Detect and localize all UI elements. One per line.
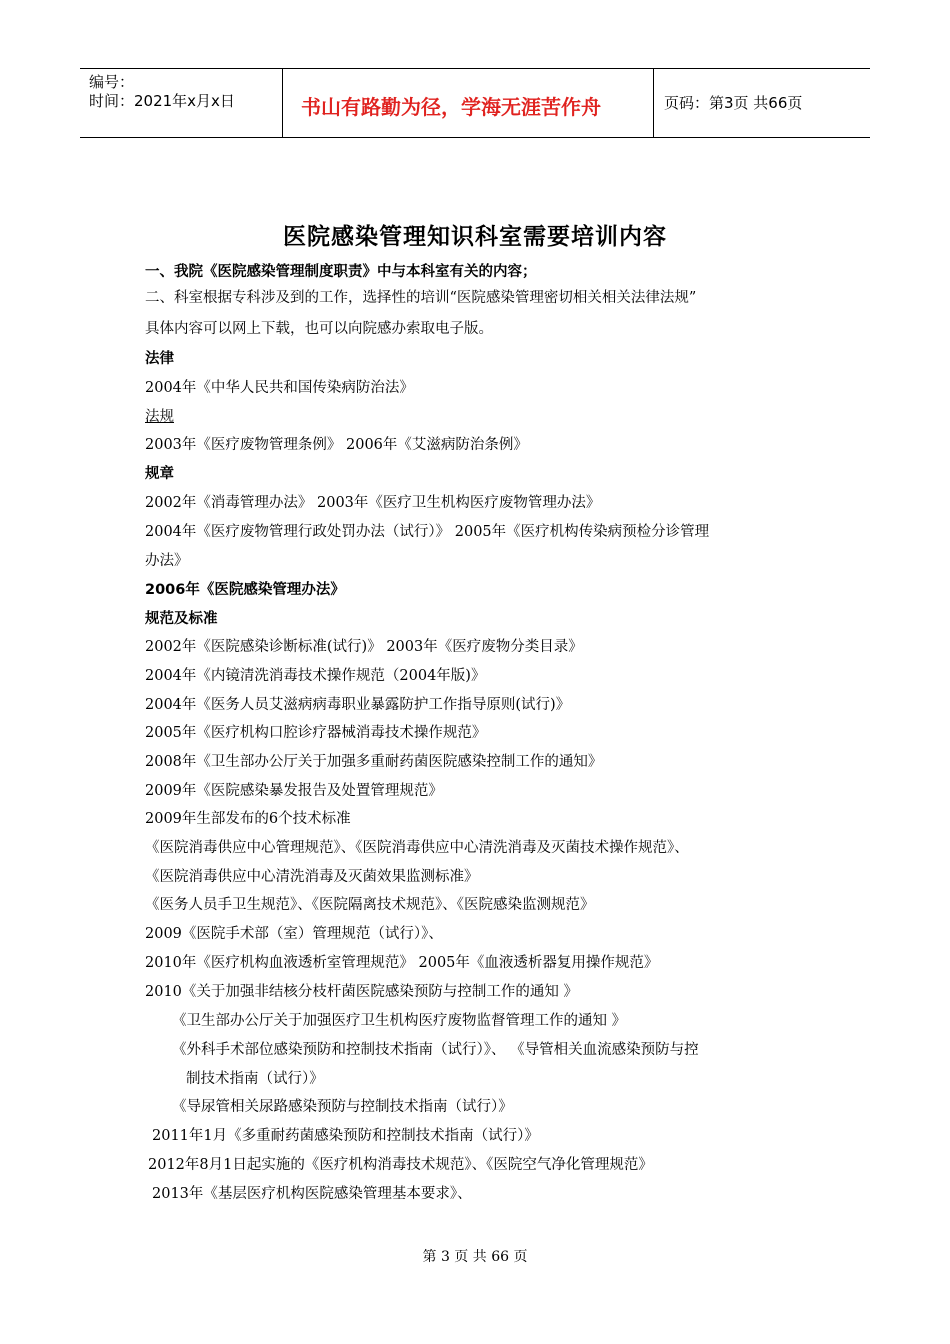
list-item: 2012年8月1日起实施的《医疗机构消毒技术规范》、《医院空气净化管理规范》 (148, 1157, 653, 1173)
section-heading: 一、我院《医院感染管理制度职责》中与本科室有关的内容； (145, 264, 537, 280)
header-meta (80, 69, 282, 137)
list-item: 《医院消毒供应中心管理规范》、《医院消毒供应中心清洗消毒及灭菌技术操作规范》、 (145, 840, 689, 856)
paragraph-line: 二、科室根据专科涉及到的工作，选择性的培训“医院感染管理密切相关相关法律法规” (145, 290, 697, 306)
header-motto-cell (282, 69, 654, 137)
list-item-continued: 办法》 (145, 553, 189, 569)
list-item: 2009年《医院感染暴发报告及处置管理规范》 (145, 783, 443, 799)
list-item: 《医院消毒供应中心清洗消毒及灭菌效果监测标准》 (145, 869, 479, 885)
category-heading-standards: 规范及标准 (145, 611, 218, 627)
list-item: 《卫生部办公厅关于加强医疗卫生机构医疗废物监督管理工作的通知 》 (172, 1013, 627, 1029)
list-item: 2009《医院手术部（室）管理规范（试行）》、 (145, 926, 443, 942)
category-heading-regulation: 法规 (145, 409, 174, 425)
list-item: 2009年生部发布的6个技术标准 (145, 811, 351, 827)
list-item: 2008年《卫生部办公厅关于加强多重耐药菌医院感染控制工作的通知》 (145, 754, 603, 770)
list-item: 2003年《医疗废物管理条例》 2006年《艾滋病防治条例》 (145, 437, 528, 453)
list-item: 2013年《基层医疗机构医院感染管理基本要求》、 (152, 1186, 472, 1202)
category-heading-law: 法律 (145, 351, 174, 367)
list-item-bold: 2006年《医院感染管理办法》 (145, 582, 345, 598)
list-item: 2010年《医疗机构血液透析室管理规范》 2005年《血液透析器复用操作规范》 (145, 955, 659, 971)
list-item: 2011年1月《多重耐药菌感染预防和控制技术指南（试行）》 (152, 1128, 539, 1144)
list-item: 2010《关于加强非结核分枝杆菌医院感染预防与控制工作的通知 》 (145, 984, 579, 1000)
list-item: 2004年《医疗废物管理行政处罚办法（试行）》 2005年《医疗机构传染病预检分诊管理 (145, 524, 710, 540)
page-footer: 第 3 页 共 66 页 (422, 1249, 528, 1265)
document-title: 医院感染管理知识科室需要培训内容 (283, 223, 667, 250)
list-item: 2004年《中华人民共和国传染病防治法》 (145, 380, 414, 396)
list-item: 《外科手术部位感染预防和控制技术指南（试行）》、 《导管相关血流感染预防与控 (172, 1042, 699, 1058)
list-item: 《导尿管相关尿路感染预防与控制技术指南（试行）》 (172, 1099, 513, 1115)
list-item: 2004年《医务人员艾滋病病毒职业暴露防护工作指导原则(试行)》 (145, 697, 571, 713)
list-item: 《医务人员手卫生规范》、《医院隔离技术规范》、《医院感染监测规范》 (145, 897, 595, 913)
motto: 书山有路勤为径，学海无涯苦作舟 (301, 95, 601, 119)
list-item: 2005年《医疗机构口腔诊疗器械消毒技术操作规范》 (145, 725, 487, 741)
header-table (80, 68, 870, 138)
page-info: 页码：第3页 共66页 (664, 94, 803, 112)
category-heading-rules: 规章 (145, 466, 174, 482)
list-item-continued: 制技术指南（试行）》 (186, 1071, 324, 1087)
list-item: 2002年《消毒管理办法》 2003年《医疗卫生机构医疗废物管理办法》 (145, 495, 601, 511)
list-item: 2004年《内镜清洗消毒技术操作规范（2004年版)》 (145, 668, 486, 684)
paragraph-line: 具体内容可以网上下载，也可以向院感办索取电子版。 (145, 321, 493, 337)
number-label: 编号： (89, 73, 135, 91)
list-item: 2002年《医院感染诊断标准(试行)》 2003年《医疗废物分类目录》 (145, 639, 583, 655)
time-label: 时间：2021年x月x日 (89, 92, 235, 110)
